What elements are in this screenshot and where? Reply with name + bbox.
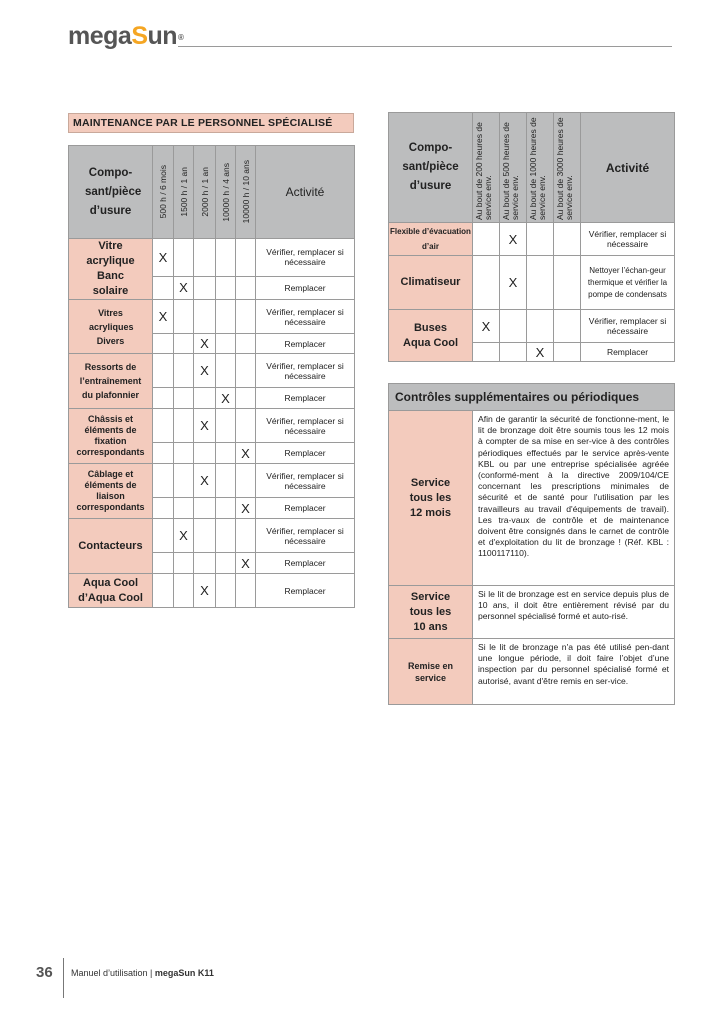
table-row — [389, 639, 675, 705]
header-interval: 2000 h / 1 an — [194, 146, 216, 239]
activity-cell: Remplacer — [256, 553, 355, 574]
activity-cell: Remplacer — [581, 343, 675, 362]
activity-cell: Vérifier, remplacer si nécessaire — [256, 239, 355, 277]
table-row — [69, 239, 355, 277]
check-mark: X — [500, 256, 527, 310]
component-cell: Contacteurs — [69, 519, 153, 574]
activity-cell: Remplacer — [256, 574, 355, 608]
check-mark: X — [236, 498, 256, 519]
table-row — [389, 310, 675, 343]
activity-cell: Remplacer — [256, 334, 355, 354]
component-cell: Câblage et éléments de liaison correspondants — [69, 464, 153, 519]
service-text: Si le lit de bronzage est en service depuis plus de 10 ans, il doit être entièrement révisé par du personnel spécialisé formé et auto-risé. — [473, 586, 675, 639]
check-mark: X — [473, 310, 500, 343]
check-mark: X — [236, 443, 256, 464]
service-label: Service tous les 10 ans — [389, 586, 473, 639]
maintenance-table — [68, 145, 355, 608]
table-row — [69, 300, 355, 334]
check-mark: X — [153, 300, 174, 334]
activity-cell: Vérifier, remplacer si nécessaire — [256, 519, 355, 553]
header-interval: Au bout de 500 heures de service env. — [500, 113, 527, 223]
service-label: Service tous les 12 mois — [389, 411, 473, 586]
table-row — [69, 574, 355, 608]
header-interval: Au bout de 3000 heures de service env. — [554, 113, 581, 223]
component-cell: Châssis et éléments de fixation correspondants — [69, 409, 153, 464]
check-mark: X — [194, 464, 216, 498]
table-row — [69, 354, 355, 388]
hour-interval-table — [388, 112, 675, 362]
component-cell: Climatiseur — [389, 256, 473, 310]
table-row — [389, 586, 675, 639]
component-cell: Flexible d’évacuation d’air — [389, 223, 473, 256]
header-interval: 500 h / 6 mois — [153, 146, 174, 239]
component-cell: Aqua Cool d’Aqua Cool — [69, 574, 153, 608]
table-row — [69, 464, 355, 498]
activity-cell: Vérifier, remplacer si nécessaire — [256, 409, 355, 443]
check-mark: X — [194, 409, 216, 443]
check-mark: X — [236, 553, 256, 574]
table-row — [389, 256, 675, 310]
activity-cell: Remplacer — [256, 498, 355, 519]
header-interval: Au bout de 1000 heures de service env. — [527, 113, 554, 223]
service-text: Afin de garantir la sécurité de fonctionne-ment, le lit de bronzage doit être soumis tous les 12 mois à compter de sa mise en ser-vice à des contrôles périodiques effectués par le service après-vente KBL ou par une entreprise spécialisée agréée (conformé-ment à la directive 2009/104/CE concernant les prescriptions minimales de sécurité et de santé pour l'utilisation par les travailleurs au travail d'équipements de travail). Les tra-vaux de contrôle et de maintenance doivent être consignés dans le carnet de contrôle et d'exploitation du lit de bronzage ! (Réf. KBL : 1100117110). — [473, 411, 675, 586]
activity-cell: Remplacer — [256, 276, 355, 299]
header-interval: 10000 h / 4 ans — [216, 146, 236, 239]
header-component: Compo-sant/pièce d’usure — [69, 146, 153, 239]
check-mark: X — [194, 574, 216, 608]
check-mark: X — [500, 223, 527, 256]
activity-cell: Vérifier, remplacer si nécessaire — [256, 464, 355, 498]
component-cell: Buses Aqua Cool — [389, 310, 473, 362]
activity-cell: Remplacer — [256, 388, 355, 409]
check-mark: X — [153, 239, 174, 277]
megasun-logo: megaSun® — [68, 22, 184, 50]
activity-cell: Nettoyer l’échan-geur thermique et vérifier la pompe de condensats — [581, 256, 675, 310]
activity-cell: Vérifier, remplacer si nécessaire — [581, 223, 675, 256]
table-row — [69, 519, 355, 553]
check-mark: X — [527, 343, 554, 362]
section-title-controls: Contrôles supplémentaires ou périodiques — [389, 384, 675, 411]
component-cell: Vitre acrylique Banc solaire — [69, 239, 153, 300]
component-cell: Vitres acryliques Divers — [69, 300, 153, 354]
header-component: Compo-sant/pièce d’usure — [389, 113, 473, 223]
table-row — [69, 409, 355, 443]
service-label: Remise en service — [389, 639, 473, 705]
header-interval: 1500 h / 1 an — [174, 146, 194, 239]
check-mark: X — [174, 276, 194, 299]
check-mark: X — [194, 354, 216, 388]
activity-cell: Vérifier, remplacer si nécessaire — [581, 310, 675, 343]
header-activity: Activité — [581, 113, 675, 223]
table-row — [389, 411, 675, 586]
check-mark: X — [174, 519, 194, 553]
check-mark: X — [194, 334, 216, 354]
footer-text: Manuel d’utilisation | megaSun K11 — [71, 968, 214, 978]
service-text: Si le lit de bronzage n'a pas été utilisé pen-dant une longue période, il doit faire l’objet d’une inspection par du personnel spécialisé formé et autorisé, avant d'être remis en ser-vice. — [473, 639, 675, 705]
table-row — [389, 223, 675, 256]
header-activity: Activité — [256, 146, 355, 239]
section-title-maintenance: MAINTENANCE PAR LE PERSONNEL SPÉCIALISÉ — [68, 113, 354, 133]
header-rule — [178, 46, 672, 47]
check-mark: X — [216, 388, 236, 409]
activity-cell: Remplacer — [256, 443, 355, 464]
periodic-controls-table — [388, 383, 675, 705]
page-number: 36 — [36, 964, 53, 981]
activity-cell: Vérifier, remplacer si nécessaire — [256, 300, 355, 334]
footer-divider — [63, 958, 64, 998]
activity-cell: Vérifier, remplacer si nécessaire — [256, 354, 355, 388]
component-cell: Ressorts de l’entraînement du plafonnier — [69, 354, 153, 409]
header-interval: Au bout de 200 heures de service env. — [473, 113, 500, 223]
header-interval: 10000 h / 10 ans — [236, 146, 256, 239]
